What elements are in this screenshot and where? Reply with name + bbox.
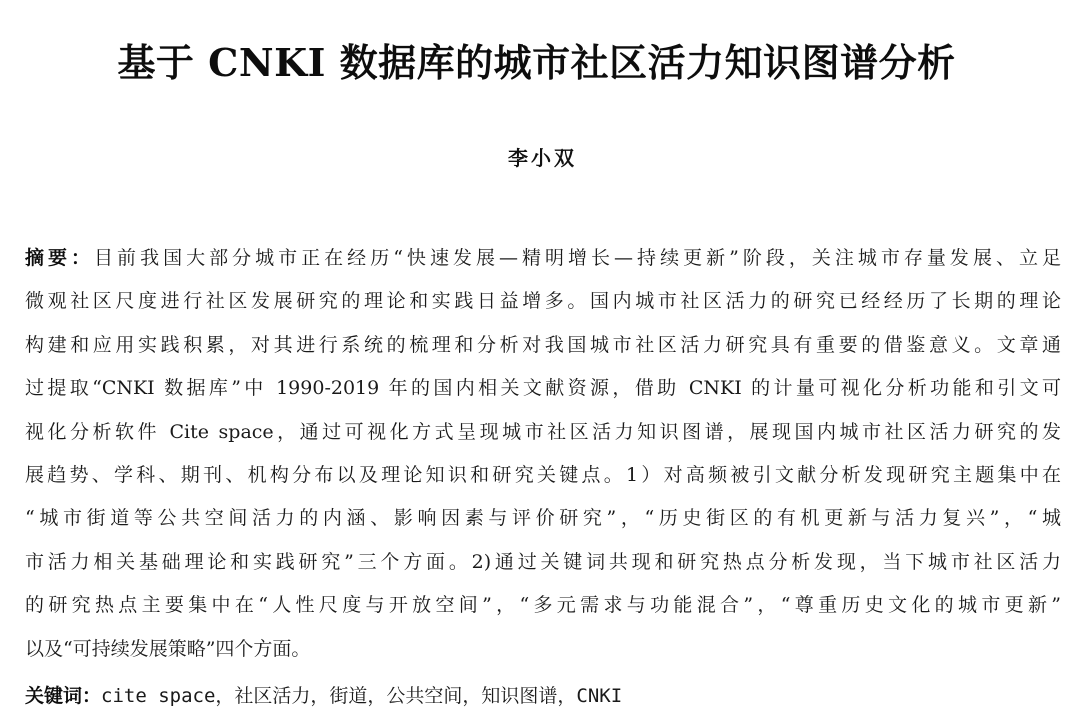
abstract-line: 视化分析软件 Cite space，通过可视化方式呈现城市社区活力知识图谱，展现国内城市社区活力研究的发 — [25, 420, 1061, 443]
abstract-line: 以及“可持续发展策略”四个方面。 — [25, 637, 311, 660]
abstract-line: 构建和应用实践积累，对其进行系统的梳理和分析对我国城市社区活力研究具有重要的借鉴意义。文章通 — [25, 333, 1061, 356]
keywords-label: 关键词： — [25, 685, 102, 707]
abstract-line: 市活力相关基础理论和实践研究”三个方面。2)通过关键词共现和研究热点分析发现，当下城市社区活力 — [25, 550, 1061, 573]
abstract-line: 微观社区尺度进行社区发展研究的理论和实践日益增多。国内城市社区活力的研究已经经历了长期的理论 — [25, 290, 1061, 313]
abstract-line: “城市街道等公共空间活力的内涵、影响因素与评价研究”，“历史街区的有机更新与活力复兴”，“城 — [25, 507, 1061, 530]
abstract-line: 展趋势、学科、期刊、机构分布以及理论知识和研究关键点。1）对高频被引文献分析发现研究主题集中在 — [25, 463, 1061, 486]
keywords-text: cite space，社区活力，街道，公共空间，知识图谱，CNKI — [101, 685, 623, 707]
keywords-section — [25, 678, 1061, 714]
abstract-section — [25, 240, 1061, 674]
author-name: 李小双 — [508, 146, 577, 170]
abstract-line-text: 目前我国大部分城市正在经历“快速发展—精明增长—持续更新”阶段，关注城市存量发展、立足 — [94, 247, 1061, 269]
abstract-label: 摘要： — [25, 247, 95, 269]
abstract-line: 过提取“CNKI 数据库”中 1990-2019 年的国内相关文献资源，借助 CNKI 的计量可视化分析功能和引文可 — [25, 377, 1061, 400]
paper-title: 基于 CNKI 数据库的城市社区活力知识图谱分析 — [117, 40, 956, 86]
abstract-line — [25, 240, 1061, 283]
abstract-line: 的研究热点主要集中在“人性尺度与开放空间”，“多元需求与功能混合”，“尊重历史文化的城市更新” — [25, 594, 1061, 617]
